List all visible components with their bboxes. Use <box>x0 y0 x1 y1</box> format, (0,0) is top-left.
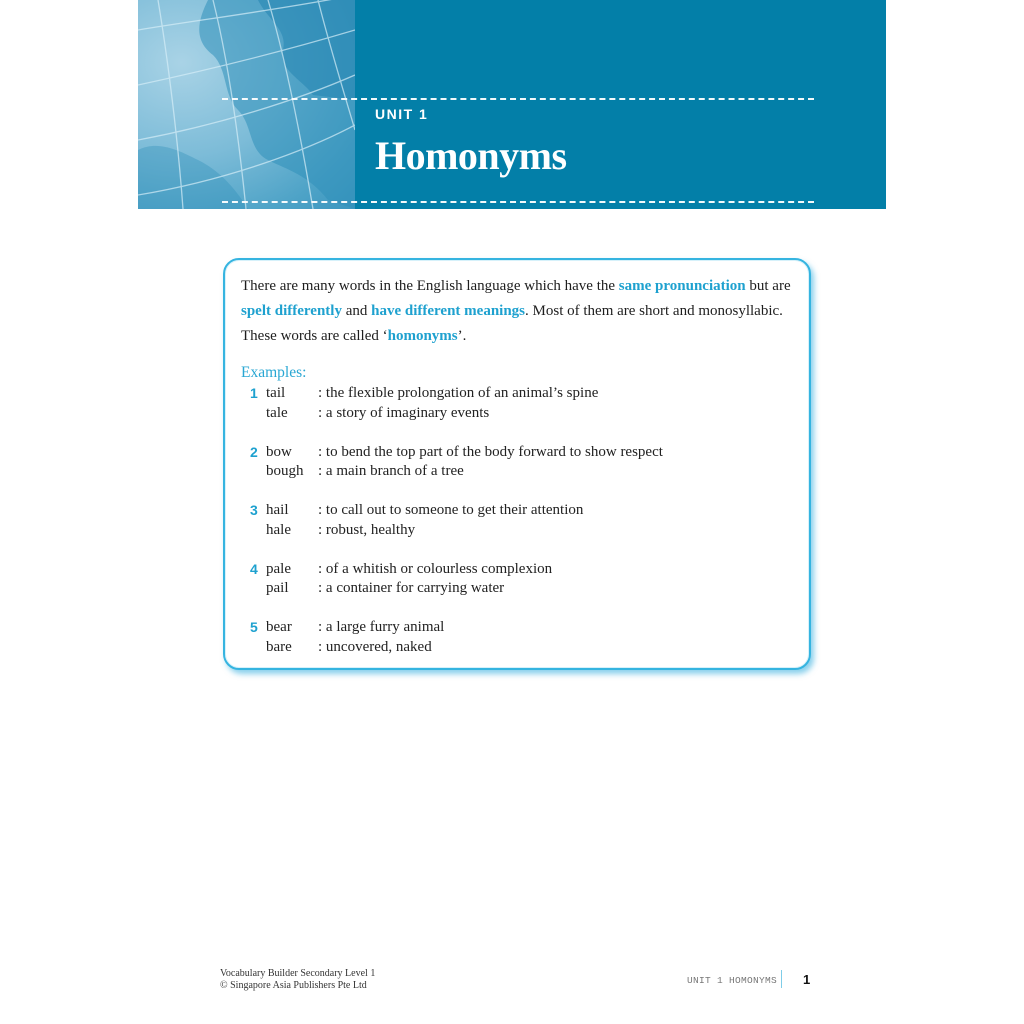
content-card <box>223 258 811 670</box>
example-definition: : to bend the top part of the body forward to show respect <box>318 443 663 460</box>
example-row <box>241 560 663 580</box>
examples-list <box>241 384 663 677</box>
example-row <box>241 443 663 463</box>
example-row <box>241 618 663 638</box>
example-number <box>241 404 266 424</box>
intro-text: . Most of them are short and monosyllabic. These words are called ‘ <box>241 303 783 344</box>
example-word: hale <box>266 521 291 538</box>
example-row <box>241 462 663 482</box>
divider-dashed-bottom <box>222 201 814 203</box>
page-title: Homonyms <box>375 133 567 178</box>
example-group <box>241 560 663 599</box>
example-word: bear <box>266 619 292 635</box>
example-definition: : a main branch of a tree <box>318 463 464 479</box>
example-group <box>241 443 663 482</box>
example-group <box>241 501 663 540</box>
footer-divider <box>781 970 782 988</box>
example-number <box>241 579 266 599</box>
example-row <box>241 638 663 658</box>
example-word: pale <box>266 560 291 577</box>
example-row <box>241 404 663 424</box>
globe-map-icon <box>138 0 355 209</box>
example-number: 1 <box>250 385 258 401</box>
highlighted-term: homonyms <box>387 328 458 344</box>
example-definition: : a large furry animal <box>318 619 445 635</box>
example-row <box>241 521 663 541</box>
example-word: tail <box>266 385 286 401</box>
unit-label: UNIT 1 <box>375 106 429 122</box>
copyright: © Singapore Asia Publishers Pte Ltd <box>220 980 367 991</box>
highlighted-term: have different meanings <box>371 303 526 319</box>
example-word: bare <box>266 638 292 655</box>
examples-heading: Examples: <box>241 364 307 381</box>
example-group <box>241 384 663 423</box>
intro-text: but are <box>745 278 791 294</box>
example-number: 5 <box>250 619 258 635</box>
example-number <box>241 462 266 482</box>
example-number: 3 <box>250 502 258 518</box>
footer-credits <box>220 968 375 992</box>
example-row <box>241 384 663 404</box>
example-definition: : the flexible prolongation of an animal’s spine <box>318 385 599 401</box>
example-number <box>241 521 266 541</box>
highlighted-term: spelt differently <box>241 303 342 319</box>
example-word: hail <box>266 502 289 518</box>
divider-dashed-top <box>222 98 814 100</box>
example-definition: : robust, healthy <box>318 521 416 538</box>
example-number <box>241 638 266 658</box>
example-definition: : to call out to someone to get their attention <box>318 502 584 518</box>
example-row <box>241 579 663 599</box>
intro-paragraph <box>241 274 801 349</box>
example-word: pail <box>266 580 289 596</box>
highlighted-term: same pronunciation <box>618 278 746 294</box>
example-word: bow <box>266 443 292 460</box>
intro-text: There are many words in the English language which have the <box>241 278 619 294</box>
intro-text: ’. <box>457 328 467 344</box>
book-title: Vocabulary Builder Secondary Level 1 <box>220 968 376 979</box>
example-group <box>241 618 663 657</box>
example-definition: : of a whitish or colourless complexion <box>318 560 553 577</box>
example-definition: : a container for carrying water <box>318 580 505 596</box>
globe-illustration <box>138 0 355 209</box>
unit-banner <box>138 0 886 209</box>
intro-text: and <box>341 303 372 319</box>
page-number: 1 <box>803 972 811 987</box>
example-definition: : a story of imaginary events <box>318 404 490 421</box>
example-word: bough <box>266 463 304 479</box>
example-number: 4 <box>250 560 258 577</box>
example-row <box>241 501 663 521</box>
example-definition: : uncovered, naked <box>318 638 432 655</box>
example-word: tale <box>266 404 288 421</box>
example-number: 2 <box>250 443 258 460</box>
running-head: UNIT 1 HOMONYMS <box>687 975 778 986</box>
